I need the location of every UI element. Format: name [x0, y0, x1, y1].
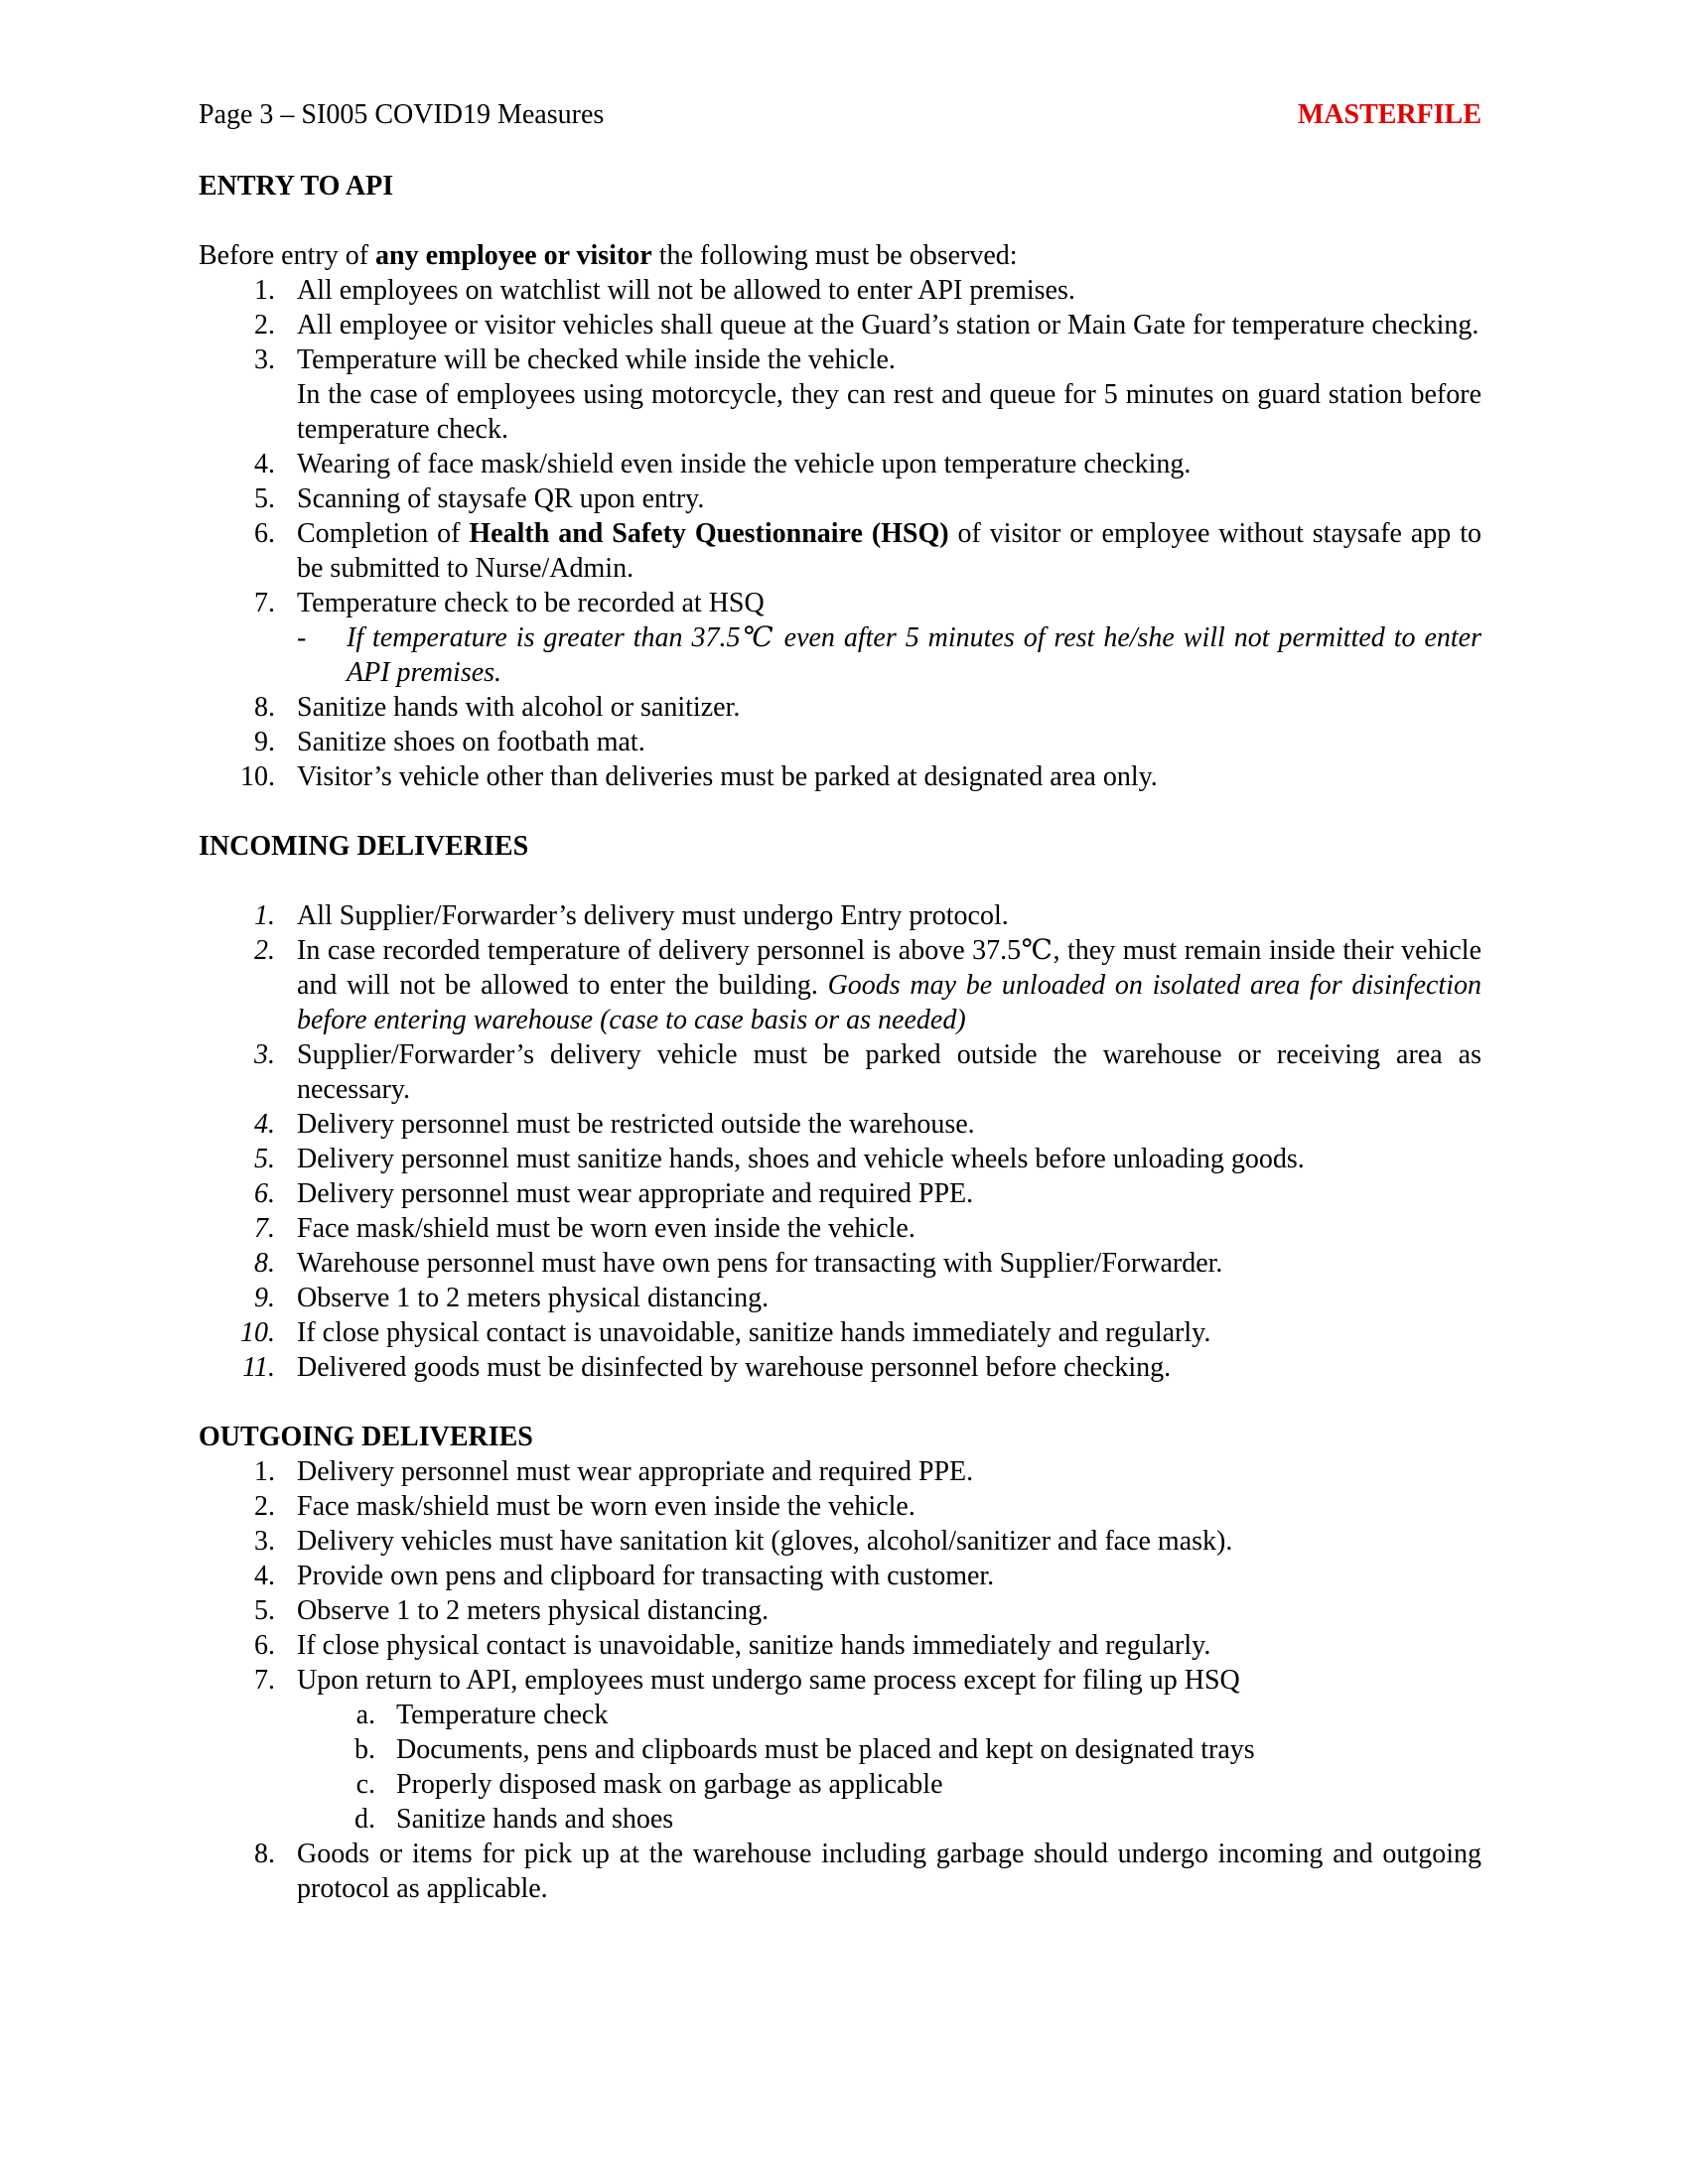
list-item: 7. Upon return to API, employees must undergo same process except for filing up HSQ a. Temperature check b. Documents, pens and clipboards must be placed and kept on designated trays c. Properly disposed mask on garbage as applicable d. Sanitize hands and shoes	[199, 1663, 1481, 1837]
entry-list	[199, 273, 1481, 794]
list-item: 4. Delivery personnel must be restricted outside the warehouse.	[254, 1109, 975, 1140]
temperature-note: - If temperature is greater than 37.5℃ even after 5 minutes of rest he/she will not permitted to enter API premises.	[297, 622, 1481, 688]
list-item: 2. In case recorded temperature of delivery personnel is above 37.5℃, they must remain inside their vehicle and will not be allowed to enter the building. Goods may be unloaded on isolated area for disinfection before entering warehouse (case to case basis or as needed)	[254, 935, 1481, 1035]
list-item: 8. Warehouse personnel must have own pens for transacting with Supplier/Forwarder.	[254, 1248, 1223, 1279]
list-item: 7. Face mask/shield must be worn even inside the vehicle.	[254, 1213, 915, 1244]
list-item: 6. If close physical contact is unavoidable, sanitize hands immediately and regularly.	[254, 1630, 1211, 1661]
list-item: 1. All Supplier/Forwarder’s delivery must undergo Entry protocol.	[254, 900, 1009, 931]
list-item: 5. Delivery personnel must sanitize hands, shoes and vehicle wheels before unloading goods.	[254, 1144, 1305, 1174]
list-item: 8. Sanitize hands with alcohol or sanitizer.	[254, 692, 741, 723]
sub-list-item: b. Documents, pens and clipboards must be placed and kept on designated trays	[354, 1734, 1255, 1765]
incoming-list	[199, 898, 1481, 1385]
document-page	[199, 97, 1481, 1906]
section-entry	[199, 169, 1481, 794]
list-item: 10. If close physical contact is unavoidable, sanitize hands immediately and regularly.	[240, 1317, 1211, 1348]
list-item: 5. Observe 1 to 2 meters physical distancing.	[254, 1595, 770, 1626]
sub-list-item: c. Properly disposed mask on garbage as applicable	[355, 1769, 943, 1800]
list-item: 3. Temperature will be checked while inside the vehicle. In the case of employees using motorcycle, they can rest and queue for 5 minutes on guard station before temperature check.	[254, 344, 1481, 445]
list-item: 2. All employee or visitor vehicles shall queue at the Guard’s station or Main Gate for temperature checking.	[254, 310, 1479, 341]
section-incoming	[199, 829, 1481, 1385]
masterfile-label: MASTERFILE	[1297, 99, 1481, 130]
list-item: 10. Visitor’s vehicle other than deliveries must be parked at designated area only.	[240, 761, 1158, 792]
list-item: 3. Supplier/Forwarder’s delivery vehicle must be parked outside the warehouse or receiving area as necessary.	[254, 1039, 1481, 1105]
section-heading-outgoing: OUTGOING DELIVERIES	[199, 1422, 533, 1452]
list-item: 9. Sanitize shoes on footbath mat.	[254, 727, 645, 757]
list-item: 4. Provide own pens and clipboard for transacting with customer.	[254, 1561, 995, 1591]
list-item: 8. Goods or items for pick up at the warehouse including garbage should undergo incoming and outgoing protocol as applicable.	[254, 1839, 1481, 1904]
section-outgoing	[199, 1420, 1481, 1906]
page-header	[199, 97, 1481, 132]
list-item: 7. Temperature check to be recorded at HSQ - If temperature is greater than 37.5℃ even after 5 minutes of rest he/she will not permitted to enter API premises.	[254, 588, 1481, 688]
list-item: 4. Wearing of face mask/shield even inside the vehicle upon temperature checking.	[254, 449, 1192, 479]
section-heading-incoming: INCOMING DELIVERIES	[199, 831, 529, 862]
list-item: 3. Delivery vehicles must have sanitation kit (gloves, alcohol/sanitizer and face mask).	[254, 1526, 1233, 1557]
list-item: 2. Face mask/shield must be worn even inside the vehicle.	[254, 1491, 915, 1522]
list-item: 11. Delivered goods must be disinfected by warehouse personnel before checking.	[242, 1352, 1172, 1383]
list-item: 1. Delivery personnel must wear appropriate and required PPE.	[254, 1456, 974, 1487]
sub-list-item: a. Temperature check	[355, 1700, 609, 1730]
page-header-title: Page 3 – SI005 COVID19 Measures	[199, 99, 605, 130]
list-item: 5. Scanning of staysafe QR upon entry.	[254, 483, 705, 514]
list-item: 6. Completion of Health and Safety Questionnaire (HSQ) of visitor or employee without staysafe app to be submitted to Nurse/Admin.	[254, 518, 1482, 584]
section-heading-entry: ENTRY TO API	[199, 171, 394, 202]
outgoing-list	[199, 1454, 1481, 1906]
list-item: 9. Observe 1 to 2 meters physical distancing.	[254, 1283, 770, 1313]
list-item: 6. Delivery personnel must wear appropriate and required PPE.	[254, 1178, 974, 1209]
sub-list-item: d. Sanitize hands and shoes	[354, 1804, 674, 1835]
list-item: 1. All employees on watchlist will not be allowed to enter API premises.	[254, 275, 1075, 306]
entry-intro: Before entry of any employee or visitor the following must be observed:	[199, 240, 1018, 271]
